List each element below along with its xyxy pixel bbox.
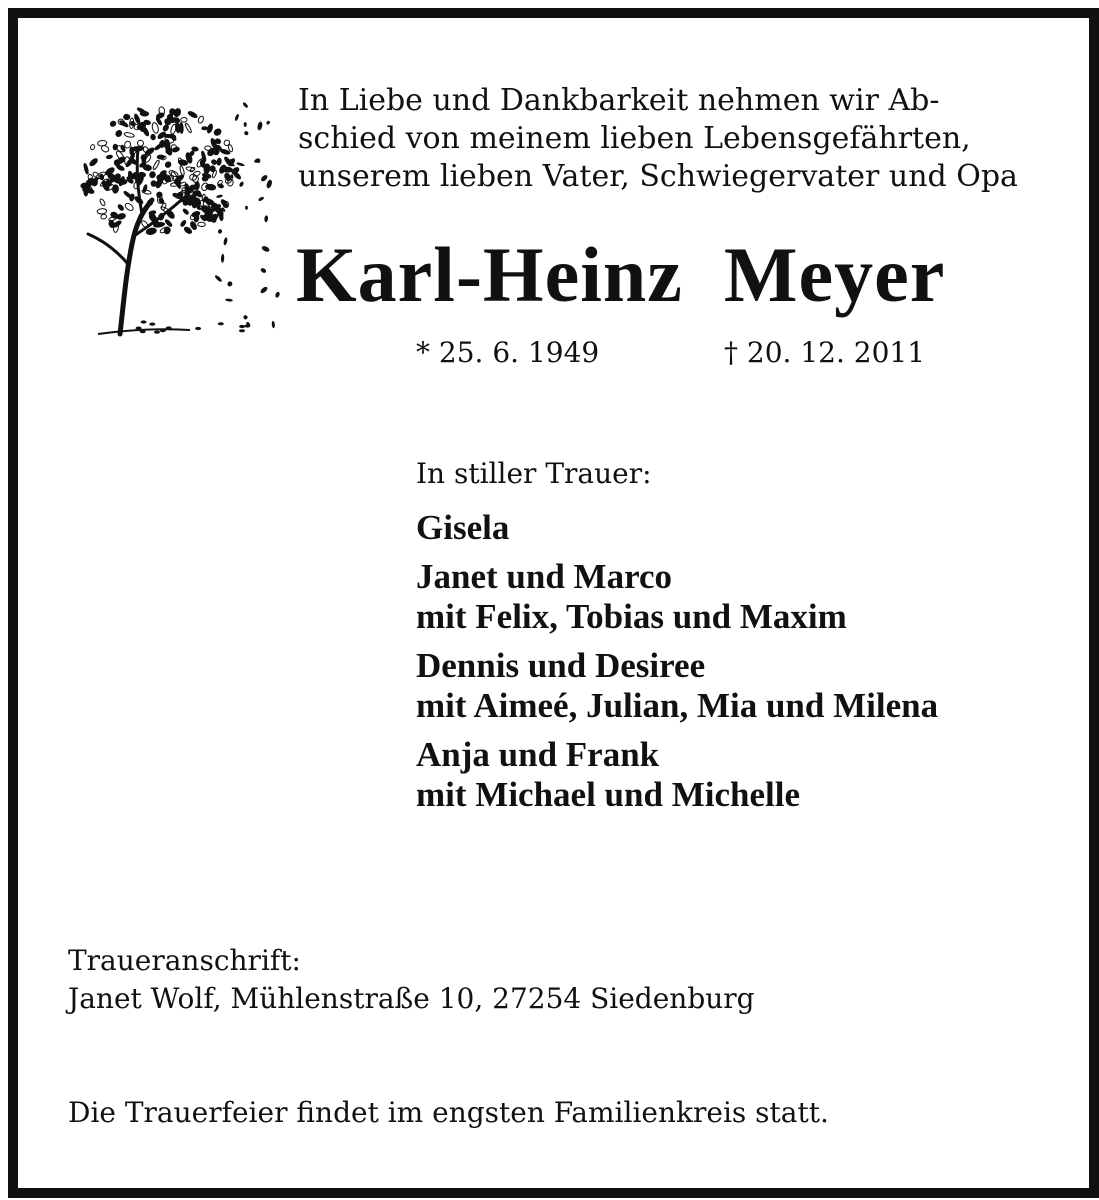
family-group (416, 646, 1066, 726)
family-line: Janet und Marco (416, 557, 673, 596)
family-line: Dennis und Desiree (416, 646, 706, 685)
obituary-frame (8, 8, 1099, 1198)
family-line: mit Michael und Michelle (416, 775, 800, 814)
ceremony-note: Die Trauerfeier findet im engsten Familienkreis statt. (68, 1096, 829, 1129)
family-line: Gisela (416, 508, 510, 547)
deceased-name: Karl-Heinz Meyer (296, 231, 946, 318)
family-line: mit Aimeé, Julian, Mia und Milena (416, 686, 939, 725)
address-line: Janet Wolf, Mühlenstraße 10, 27254 Siedenburg (68, 982, 755, 1015)
family-group (416, 735, 1066, 815)
family-line: Anja und Frank (416, 735, 660, 774)
family-list (416, 508, 1066, 824)
family-group (416, 557, 1066, 637)
mourning-address (68, 942, 755, 1018)
intro-line: unserem lieben Vater, Schwiegervater und Opa (298, 159, 1018, 194)
birth-date: * 25. 6. 1949 (416, 336, 600, 369)
address-label: Traueranschrift: (68, 944, 301, 977)
family-line: mit Felix, Tobias und Maxim (416, 597, 847, 636)
intro-text (298, 82, 1034, 196)
death-date: † 20. 12. 2011 (724, 336, 926, 369)
windblown-tree-icon (68, 84, 283, 349)
family-group (416, 508, 1066, 548)
intro-line: schied von meinem lieben Lebensgefährten, (298, 121, 971, 156)
intro-line: In Liebe und Dankbarkeit nehmen wir Ab- (298, 83, 940, 118)
mourning-label: In stiller Trauer: (416, 457, 652, 490)
